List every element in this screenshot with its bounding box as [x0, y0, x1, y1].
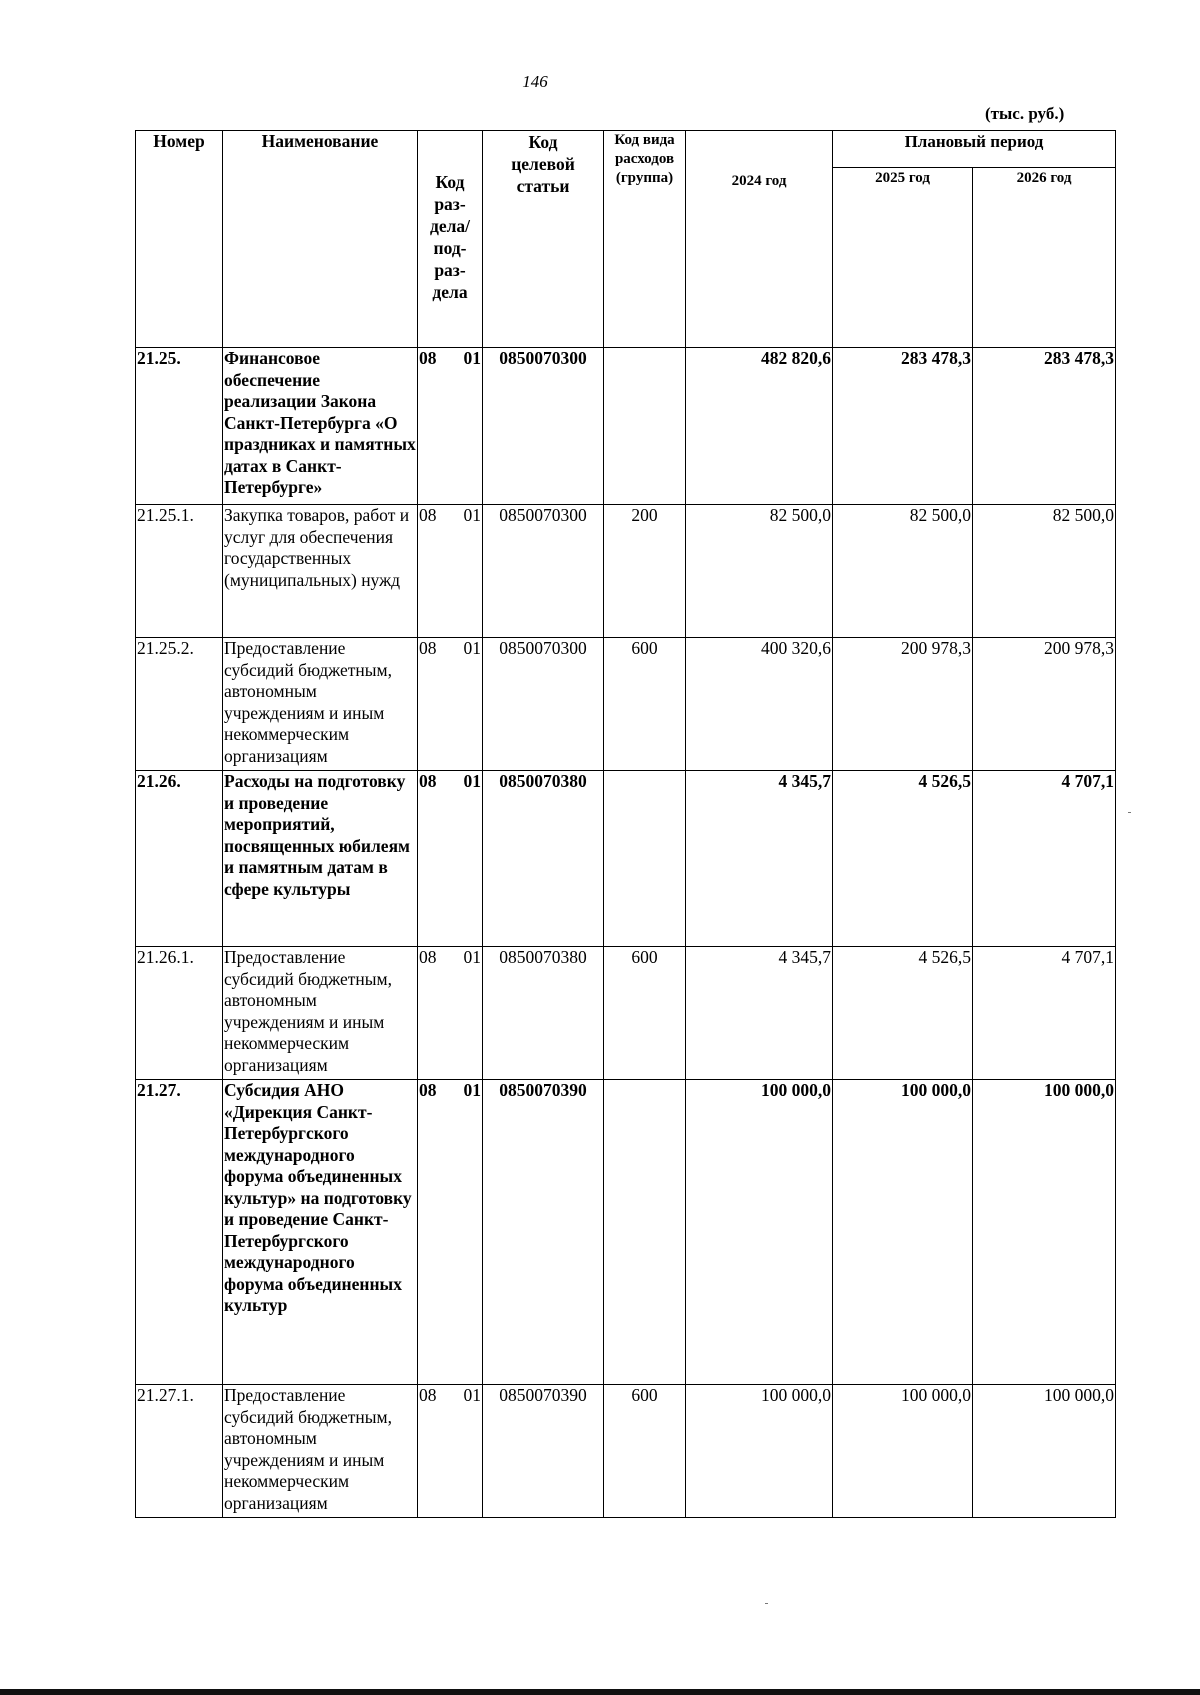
subsection-code: 01: [463, 348, 481, 368]
row-name: Предоставление субсидий бюджетным, автономным учреждениям и иным некоммерческим организациям: [223, 947, 418, 1080]
header-expense-kind: Код вида расходов (группа): [604, 131, 686, 348]
subsection-code: 01: [463, 947, 481, 967]
row-name: Субсидия АНО «Дирекция Санкт-Петербургского международного форума объединенных культур» на подготовку и проведение Санкт-Петербургского международного форума объединенных культур: [223, 1080, 418, 1385]
section-code: 08: [419, 1080, 437, 1100]
row-amount-2025: 4 526,5: [833, 771, 973, 947]
row-amount-2025: 200 978,3: [833, 638, 973, 771]
table-body: [136, 348, 1116, 1518]
row-expense-kind: 600: [604, 638, 686, 771]
row-target-code: 0850070390: [483, 1080, 604, 1385]
row-amount-2026: 200 978,3: [973, 638, 1116, 771]
table-row: [136, 947, 1116, 1080]
subsection-code: 01: [463, 638, 481, 658]
row-amount-2024: 400 320,6: [686, 638, 833, 771]
row-number: 21.26.: [136, 771, 223, 947]
row-amount-2026: 4 707,1: [973, 947, 1116, 1080]
row-amount-2024: 82 500,0: [686, 505, 833, 638]
table-row: [136, 638, 1116, 771]
section-code: 08: [419, 1385, 437, 1405]
row-section-code: [418, 947, 483, 1080]
subsection-code: 01: [463, 771, 481, 791]
row-amount-2024: 100 000,0: [686, 1080, 833, 1385]
row-section-code: [418, 505, 483, 638]
row-amount-2025: 100 000,0: [833, 1080, 973, 1385]
row-expense-kind: 600: [604, 947, 686, 1080]
row-amount-2024: 482 820,6: [686, 348, 833, 505]
row-amount-2026: 4 707,1: [973, 771, 1116, 947]
subsection-code: 01: [463, 1080, 481, 1100]
scan-speck: [1128, 812, 1131, 813]
header-planned-period: Плановый период: [833, 131, 1116, 168]
header-target-code: Код целевой статьи: [483, 131, 604, 348]
table-row: [136, 348, 1116, 505]
row-name: Закупка товаров, работ и услуг для обеспечения государственных (муниципальных) нужд: [223, 505, 418, 638]
budget-table: [135, 130, 1116, 1518]
subsection-code: 01: [463, 505, 481, 525]
scan-speck: [765, 1603, 768, 1604]
row-target-code: 0850070300: [483, 638, 604, 771]
row-amount-2026: 82 500,0: [973, 505, 1116, 638]
row-section-code: [418, 1385, 483, 1518]
row-section-code: [418, 348, 483, 505]
row-target-code: 0850070380: [483, 771, 604, 947]
row-target-code: 0850070390: [483, 1385, 604, 1518]
header-row-top: [136, 131, 1116, 168]
header-number: Номер: [136, 131, 223, 348]
section-code: 08: [419, 771, 437, 791]
table-row: [136, 1385, 1116, 1518]
row-amount-2025: 283 478,3: [833, 348, 973, 505]
row-number: 21.26.1.: [136, 947, 223, 1080]
subsection-code: 01: [463, 1385, 481, 1405]
row-expense-kind: 600: [604, 1385, 686, 1518]
row-number: 21.25.: [136, 348, 223, 505]
row-expense-kind: [604, 1080, 686, 1385]
header-name: Наименование: [223, 131, 418, 348]
table-row: [136, 771, 1116, 947]
row-amount-2026: 100 000,0: [973, 1385, 1116, 1518]
row-amount-2025: 100 000,0: [833, 1385, 973, 1518]
header-year-2025: 2025 год: [833, 168, 973, 348]
row-number: 21.27.: [136, 1080, 223, 1385]
row-amount-2024: 4 345,7: [686, 947, 833, 1080]
row-amount-2025: 4 526,5: [833, 947, 973, 1080]
table-row: [136, 1080, 1116, 1385]
row-amount-2024: 4 345,7: [686, 771, 833, 947]
row-target-code: 0850070300: [483, 348, 604, 505]
section-code: 08: [419, 638, 437, 658]
row-name: Предоставление субсидий бюджетным, автономным учреждениям и иным некоммерческим организациям: [223, 638, 418, 771]
row-name: Расходы на подготовку и проведение мероприятий, посвященных юбилеям и памятным датам в сфере культуры: [223, 771, 418, 947]
row-expense-kind: 200: [604, 505, 686, 638]
section-code: 08: [419, 947, 437, 967]
row-number: 21.27.1.: [136, 1385, 223, 1518]
row-section-code: [418, 771, 483, 947]
table-row: [136, 505, 1116, 638]
row-amount-2025: 82 500,0: [833, 505, 973, 638]
row-expense-kind: [604, 771, 686, 947]
section-code: 08: [419, 505, 437, 525]
section-code: 08: [419, 348, 437, 368]
row-name: Финансовое обеспечение реализации Закона Санкт-Петербурга «О праздниках и памятных датах в Санкт-Петербурге»: [223, 348, 418, 505]
units-label: (тыс. руб.): [985, 104, 1065, 123]
row-target-code: 0850070300: [483, 505, 604, 638]
row-amount-2024: 100 000,0: [686, 1385, 833, 1518]
header-section-code: Код раз- дела/ под- раз- дела: [418, 131, 483, 348]
page-number: 146: [522, 72, 548, 91]
row-expense-kind: [604, 348, 686, 505]
row-section-code: [418, 638, 483, 771]
header-year-2026: 2026 год: [973, 168, 1116, 348]
row-name: Предоставление субсидий бюджетным, автономным учреждениям и иным некоммерческим организациям: [223, 1385, 418, 1518]
row-amount-2026: 100 000,0: [973, 1080, 1116, 1385]
header-year-2024: 2024 год: [686, 131, 833, 348]
scan-bottom-edge: [0, 1689, 1200, 1695]
row-number: 21.25.1.: [136, 505, 223, 638]
row-section-code: [418, 1080, 483, 1385]
row-amount-2026: 283 478,3: [973, 348, 1116, 505]
row-target-code: 0850070380: [483, 947, 604, 1080]
row-number: 21.25.2.: [136, 638, 223, 771]
